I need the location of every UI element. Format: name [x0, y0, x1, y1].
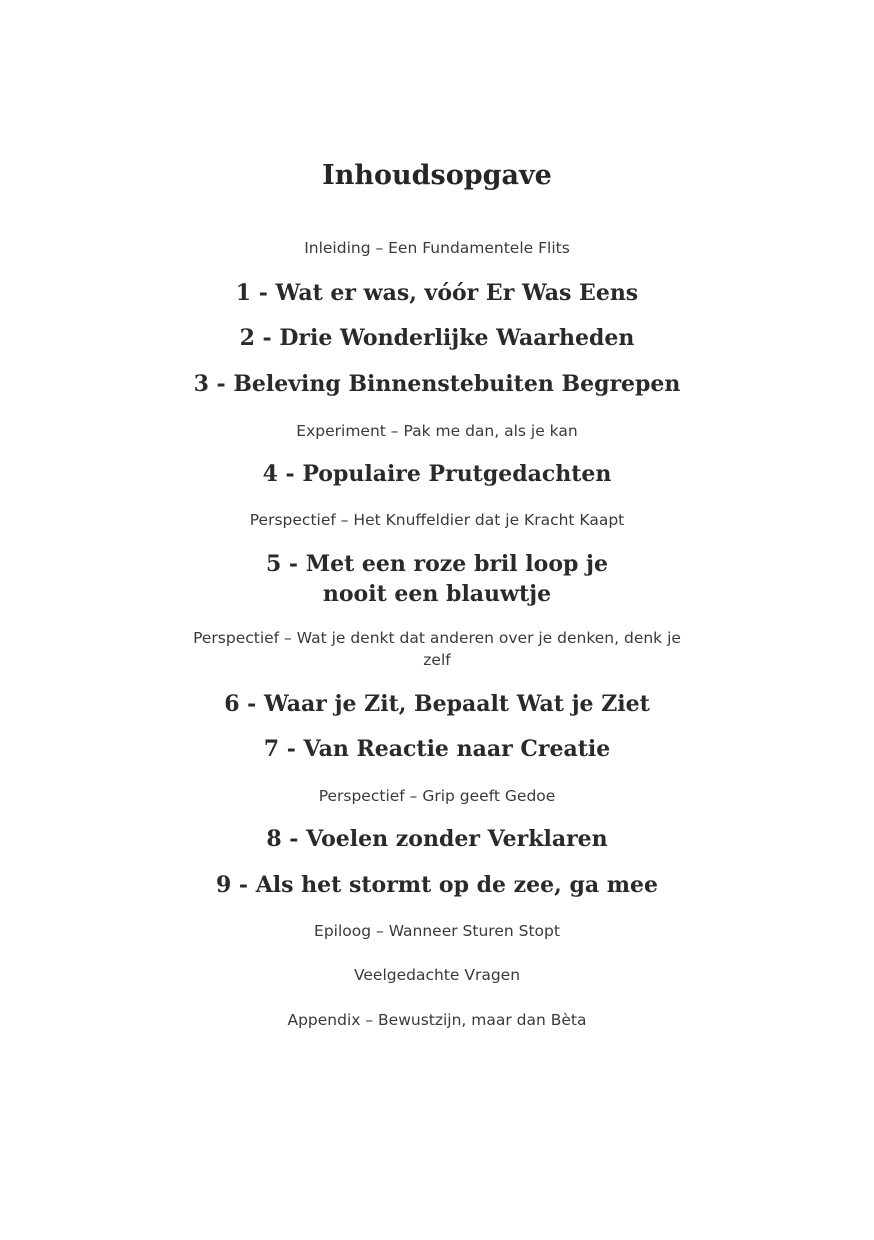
toc-entry-chapter-3[interactable]: 3 - Beleving Binnenstebuiten Begrepen: [193, 371, 681, 397]
toc-entry-veelgedachte-vragen[interactable]: Veelgedachte Vragen: [353, 966, 521, 984]
toc-entry-perspectief-anderen[interactable]: Perspectief – Wat je denkt dat anderen over je denken, denk je zelf: [193, 629, 681, 669]
toc-entry-chapter-4[interactable]: 4 - Populaire Prutgedachten: [262, 461, 612, 487]
toc-entry-appendix[interactable]: Appendix – Bewustzijn, maar dan Bèta: [287, 1011, 587, 1029]
toc-entry-chapter-6[interactable]: 6 - Waar je Zit, Bepaalt Wat je Ziet: [224, 691, 650, 717]
toc-entry-chapter-8[interactable]: 8 - Voelen zonder Verklaren: [266, 826, 608, 852]
toc-entry-experiment[interactable]: Experiment – Pak me dan, als je kan: [296, 422, 578, 440]
toc-entry-chapter-5[interactable]: 5 - Met een roze bril loop je nooit een blauwtje: [265, 551, 609, 607]
toc-entry-epiloog[interactable]: Epiloog – Wanneer Sturen Stopt: [314, 922, 560, 940]
page-title: Inhoudsopgave: [322, 160, 552, 191]
toc-entry-chapter-7[interactable]: 7 - Van Reactie naar Creatie: [263, 736, 611, 762]
toc-entry-inleiding[interactable]: Inleiding – Een Fundamentele Flits: [304, 239, 570, 257]
toc-entry-perspectief-grip[interactable]: Perspectief – Grip geeft Gedoe: [318, 787, 556, 805]
toc-entry-chapter-1[interactable]: 1 - Wat er was, vóór Er Was Eens: [235, 280, 639, 306]
toc-entry-chapter-9[interactable]: 9 - Als het stormt op de zee, ga mee: [215, 872, 659, 898]
toc-entry-perspectief-knuffeldier[interactable]: Perspectief – Het Knuffeldier dat je Kracht Kaapt: [249, 511, 625, 529]
toc-entry-chapter-2[interactable]: 2 - Drie Wonderlijke Waarheden: [239, 325, 635, 351]
